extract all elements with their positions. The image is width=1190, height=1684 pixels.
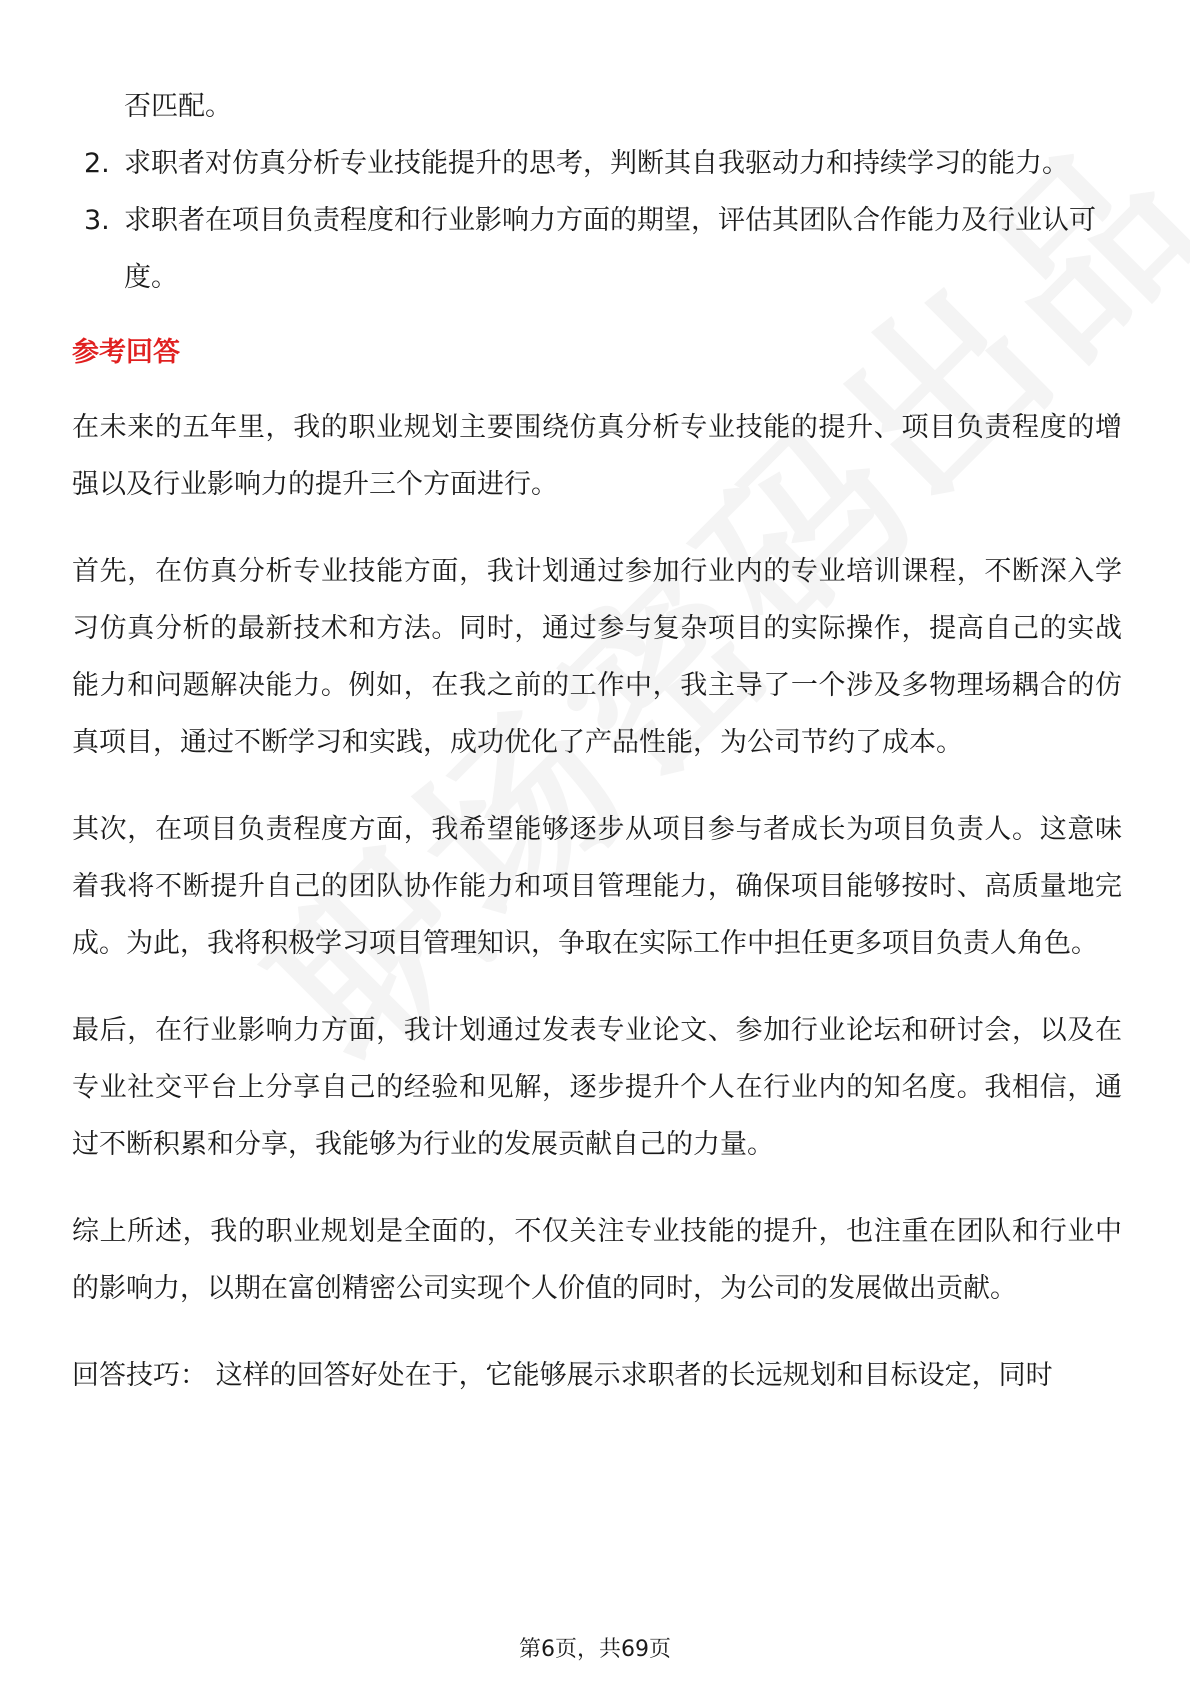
list-continuation: 否匹配。: [124, 91, 232, 122]
section-title: 参考回答: [72, 337, 180, 368]
answer-tips: 回答技巧： 这样的回答好处在于，它能够展示求职者的长远规划和目标设定，同时: [72, 1360, 1053, 1391]
list-item: [72, 192, 1122, 306]
list-item-text: 求职者在项目负责程度和行业影响力方面的期望，评估其团队合作能力及行业认可度。: [124, 205, 1096, 293]
page-number: 第6页，共69页: [519, 1637, 671, 1662]
list-number: 3.: [84, 205, 110, 236]
list-item-text: 求职者对仿真分析专业技能提升的思考，判断其自我驱动力和持续学习的能力。: [124, 148, 1069, 179]
list-number: 2.: [84, 148, 110, 179]
page-content: [72, 78, 1122, 1404]
paragraph: 首先，在仿真分析专业技能方面，我计划通过参加行业内的专业培训课程，不断深入学习仿真分析的最新技术和方法。同时，通过参与复杂项目的实际操作，提高自己的实战能力和问题解决能力。例如，在我之前的工作中，我主导了一个涉及多物理场耦合的仿真项目，通过不断学习和实践，成功优化了产品性能，为公司节约了成本。: [72, 556, 1122, 758]
paragraph: 其次，在项目负责程度方面，我希望能够逐步从项目参与者成长为项目负责人。这意味着我将不断提升自己的团队协作能力和项目管理能力，确保项目能够按时、高质量地完成。为此，我将积极学习项目管理知识，争取在实际工作中担任更多项目负责人角色。: [72, 814, 1122, 959]
paragraph: 在未来的五年里，我的职业规划主要围绕仿真分析专业技能的提升、项目负责程度的增强以及行业影响力的提升三个方面进行。: [72, 412, 1122, 500]
paragraph: 综上所述，我的职业规划是全面的，不仅关注专业技能的提升，也注重在团队和行业中的影响力，以期在富创精密公司实现个人价值的同时，为公司的发展做出贡献。: [72, 1216, 1122, 1304]
list-item: [72, 135, 1122, 192]
paragraph: 最后，在行业影响力方面，我计划通过发表专业论文、参加行业论坛和研讨会，以及在专业社交平台上分享自己的经验和见解，逐步提升个人在行业内的知名度。我相信，通过不断积累和分享，我能够为行业的发展贡献自己的力量。: [72, 1015, 1122, 1160]
